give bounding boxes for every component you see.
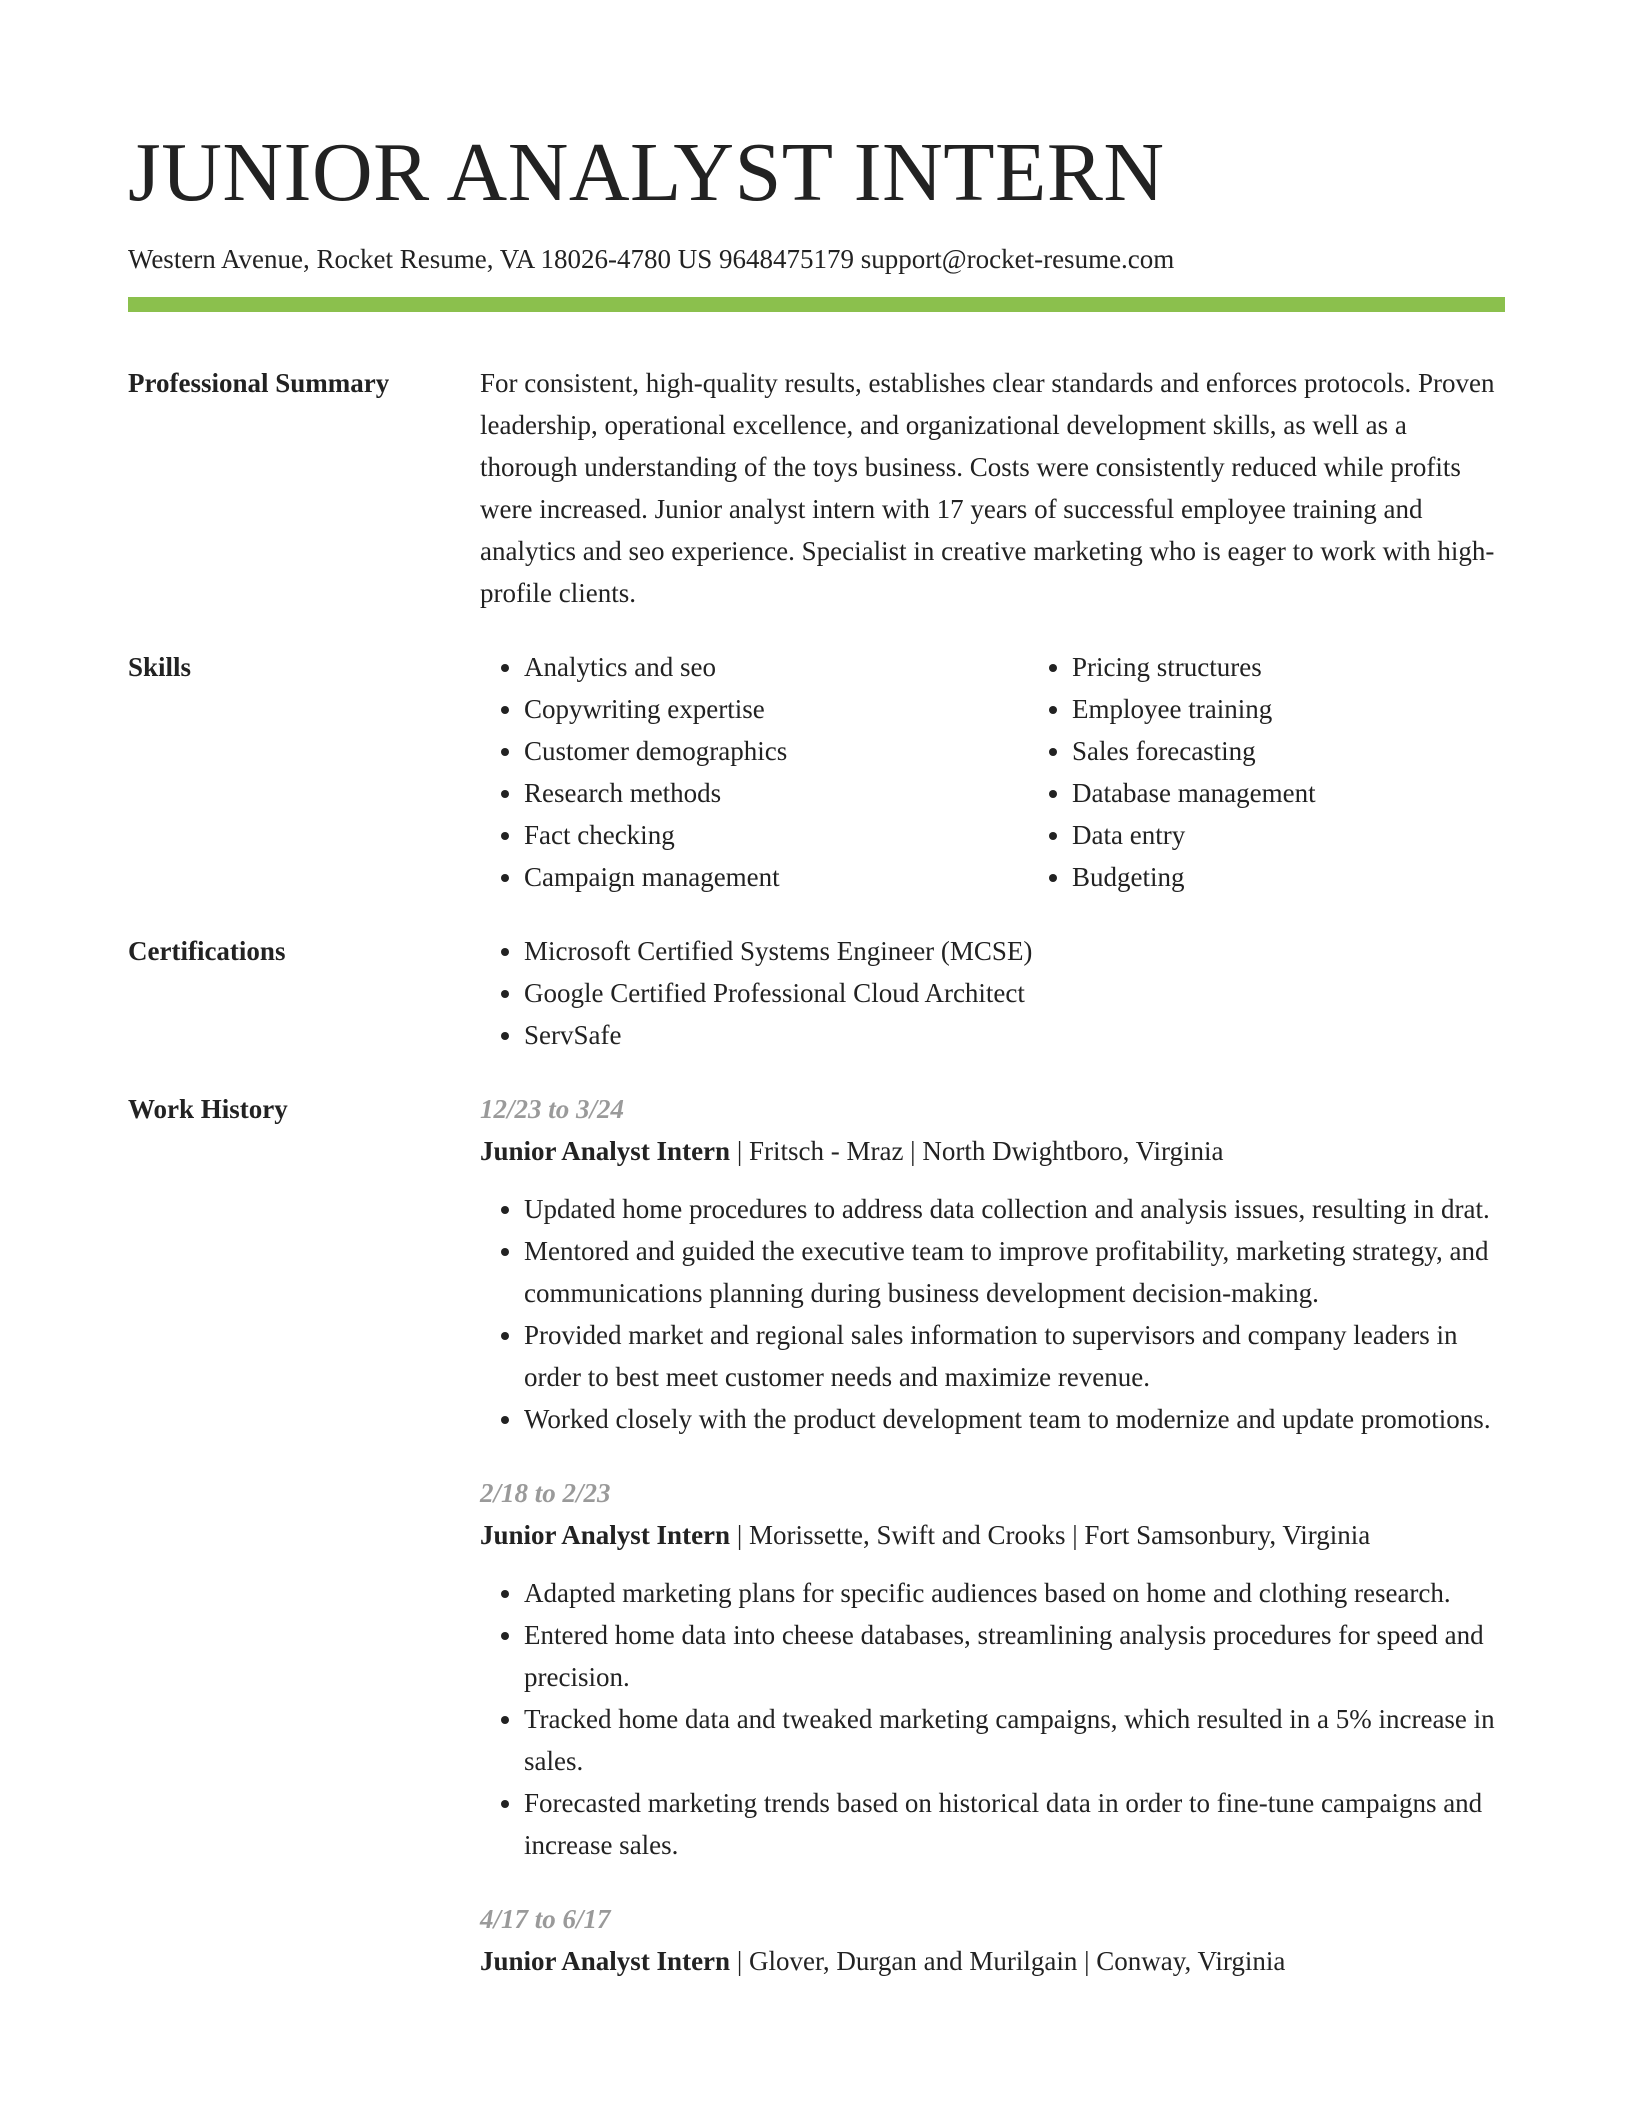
section-heading-summary: Professional Summary [128, 368, 390, 398]
skill-item: • Fact checking [524, 814, 1028, 856]
skill-item: • Database management [1072, 772, 1576, 814]
job-bullet: • Mentored and guided the executive team to improve profitability, marketing strategy, and communications planning during business development decision-making. [524, 1230, 1505, 1314]
section-heading-certifications: Certifications [128, 936, 286, 966]
job-title: Junior Analyst Intern [480, 1136, 731, 1166]
work-history-body [480, 1088, 1505, 1982]
job-bullet: • Adapted marketing plans for specific audiences based on home and clothing research. [524, 1572, 1505, 1614]
job-heading [480, 1130, 1505, 1172]
skill-item: • Campaign management [524, 856, 1028, 898]
job-heading [480, 1514, 1505, 1556]
job-bullet: • Forecasted marketing trends based on historical data in order to fine-tune campaigns and increase sales. [524, 1782, 1505, 1866]
job-employer-location: | Fritsch - Mraz | North Dwightboro, Virginia [730, 1136, 1224, 1166]
section-heading-skills: Skills [128, 652, 192, 682]
job-bullet: • Updated home procedures to address data collection and analysis issues, resulting in drat. [524, 1188, 1505, 1230]
summary-section [128, 362, 1505, 614]
section-heading-work-history: Work History [128, 1094, 288, 1124]
job-dates: 2/18 to 2/23 [480, 1478, 611, 1508]
skill-item: • Research methods [524, 772, 1028, 814]
certifications-body [480, 930, 1505, 1056]
summary-text: For consistent, high-quality results, establishes clear standards and enforces protocols. Proven leadership, operational excellence, and organizational development skills, as well as a thorough understanding of the toys business. Costs were consistently reduced while profits were increased. Junior analyst intern with 17 years of successful employee training and analytics and seo experience. Specialist in creative marketing who is eager to work with high-profile clients. [480, 368, 1495, 608]
skill-item: • Employee training [1072, 688, 1576, 730]
job-bullet-list [480, 1188, 1505, 1440]
skills-section [128, 646, 1505, 898]
certification-item: • Microsoft Certified Systems Engineer (MCSE) [524, 930, 1505, 972]
summary-body [480, 362, 1505, 614]
skill-item: • Sales forecasting [1072, 730, 1576, 772]
job-bullet: • Entered home data into cheese databases, streamlining analysis procedures for speed and precision. [524, 1614, 1505, 1698]
skill-item: • Analytics and seo [524, 646, 1028, 688]
skill-item: • Customer demographics [524, 730, 1028, 772]
job-employer-location: | Morissette, Swift and Crooks | Fort Samsonbury, Virginia [730, 1520, 1371, 1550]
skill-item: • Budgeting [1072, 856, 1576, 898]
skills-grid [480, 646, 1576, 898]
skills-list-left [480, 646, 1028, 898]
job-entry [480, 1472, 1505, 1866]
skill-item: • Copywriting expertise [524, 688, 1028, 730]
certifications-section [128, 930, 1505, 1056]
skills-list-right [1028, 646, 1576, 898]
accent-divider [128, 297, 1505, 312]
certification-item: • Google Certified Professional Cloud Architect [524, 972, 1505, 1014]
skill-item: • Pricing structures [1072, 646, 1576, 688]
certifications-list [480, 930, 1505, 1056]
job-title: Junior Analyst Intern [480, 1946, 731, 1976]
candidate-name: JUNIOR ANALYST INTERN [128, 126, 1165, 219]
job-dates: 4/17 to 6/17 [480, 1904, 611, 1934]
job-entry [480, 1898, 1505, 1982]
certification-item: • ServSafe [524, 1014, 1505, 1056]
job-heading [480, 1940, 1505, 1982]
job-entry [480, 1088, 1505, 1440]
job-employer-location: | Glover, Durgan and Murilgain | Conway, Virginia [730, 1946, 1286, 1976]
skill-item: • Data entry [1072, 814, 1576, 856]
job-title: Junior Analyst Intern [480, 1520, 731, 1550]
job-bullet: • Worked closely with the product development team to modernize and update promotions. [524, 1398, 1505, 1440]
job-dates: 12/23 to 3/24 [480, 1094, 625, 1124]
job-bullet: • Tracked home data and tweaked marketing campaigns, which resulted in a 5% increase in sales. [524, 1698, 1505, 1782]
contact-line: Western Avenue, Rocket Resume, VA 18026-4780 US 9648475179 support@rocket-resume.com [128, 244, 1175, 274]
work-history-section [128, 1088, 1505, 1982]
job-bullet-list [480, 1572, 1505, 1866]
job-bullet: • Provided market and regional sales information to supervisors and company leaders in order to best meet customer needs and maximize revenue. [524, 1314, 1505, 1398]
